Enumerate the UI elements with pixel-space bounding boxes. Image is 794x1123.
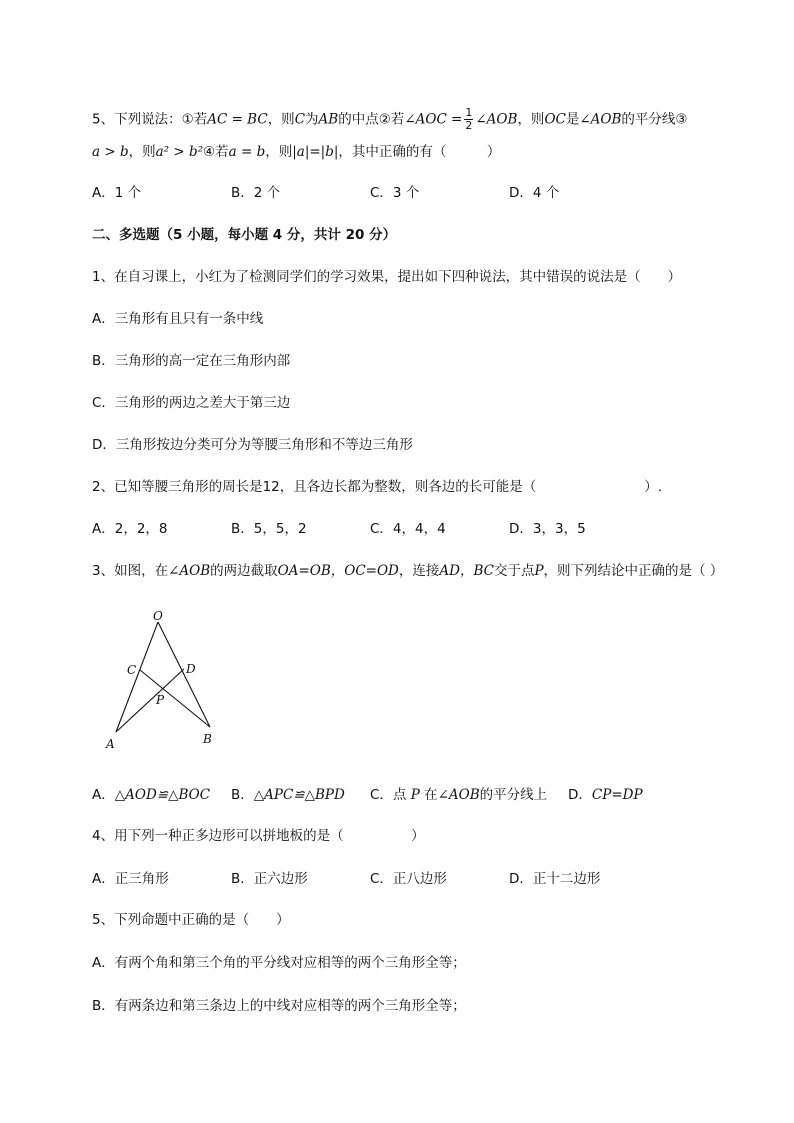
q5-math: a = b <box>228 144 266 160</box>
m2-option-d: D．3，3，5 <box>509 521 586 537</box>
label-p: P <box>156 693 165 707</box>
m1-option-c: C．三角形的两边之差大于第三边 <box>92 395 291 411</box>
m4-option-b: B．正六边形 <box>231 871 308 887</box>
q5-text: 的平分线③ <box>621 111 688 128</box>
q5-option-b: B．2 个 <box>231 185 281 201</box>
label-d: D <box>186 662 196 676</box>
m5-option-b: B．有两条边和第三条边上的中线对应相等的两个三角形全等； <box>92 998 466 1014</box>
segment-ob <box>158 622 210 727</box>
q5-text: 是 <box>565 111 580 128</box>
option-prefix: B． <box>231 787 254 803</box>
m2-option-a: A．2，2，8 <box>92 521 168 537</box>
m5-option-a: A．有两个角和第三个角的平分线对应相等的两个三角形全等； <box>92 955 466 971</box>
fraction-numerator: 1 <box>465 106 473 119</box>
option-math: P <box>410 787 420 803</box>
m4-option-c: C．正八边形 <box>370 871 447 887</box>
q5-angle-aob: ∠AOB <box>579 111 622 128</box>
m3-math: AD，BC <box>439 563 494 579</box>
m5-stem: 5、下列命题中正确的是（ ） <box>92 912 290 928</box>
m1-option-a: A．三角形有且只有一条中线 <box>92 311 264 327</box>
m2-option-b: B．5，5，2 <box>231 521 307 537</box>
q5-text: ，则 <box>128 144 156 160</box>
q5-math: a² > b² <box>155 144 204 160</box>
option-math: ∠AOB <box>437 787 480 803</box>
q5-angle-aob: ∠AOB <box>475 111 518 128</box>
m1-stem: 1、在自习课上，小红为了检测同学们的学习效果，提出如下四种说法，其中错误的说法是（ ） <box>92 269 682 285</box>
label-o: O <box>153 610 163 623</box>
m3-option-c <box>370 785 547 805</box>
m4-option-a: A．正三角形 <box>92 871 169 887</box>
option-prefix: A． <box>92 787 115 803</box>
m3-stem <box>92 561 723 581</box>
m3-math: OA=OB，OC=OD <box>277 563 399 579</box>
q5-text: ④若 <box>203 144 229 160</box>
q5-eq-ac-bc: AC = BC <box>207 111 268 128</box>
label-c: C <box>127 663 137 677</box>
q5-math: a > b <box>92 144 129 160</box>
q5-angle-aoc: ∠AOC = <box>404 111 463 128</box>
m3-text: 3、如图，在 <box>92 563 169 579</box>
m4-option-d: D．正十二边形 <box>509 871 601 887</box>
m1-option-b: B．三角形的高一定在三角形内部 <box>92 353 291 369</box>
option-text: 在 <box>419 787 438 803</box>
segment-bc <box>140 670 210 727</box>
section-heading: 二、多选题（5 小题，每小题 4 分，共计 20 分） <box>92 227 397 243</box>
m3-math: ∠AOB <box>168 563 211 579</box>
q5-text: ，则 <box>265 144 293 160</box>
m3-text: 交于点 <box>493 563 535 579</box>
m3-text: ，则下列结论中正确的是（ ） <box>543 563 724 579</box>
q5-math: |a|=|b| <box>292 144 339 160</box>
option-text: 的平分线上 <box>479 787 548 803</box>
m2-stem: 2、已知等腰三角形的周长是12，且各边长都为整数，则各边的长可能是（ ）. <box>92 479 663 495</box>
option-prefix: C．点 <box>370 787 411 803</box>
m4-stem: 4、用下列一种正多边形可以拼地板的是（ ） <box>92 828 425 844</box>
q5-option-c: C．3 个 <box>370 185 420 201</box>
m3-figure <box>100 610 230 755</box>
m3-option-b <box>231 785 345 805</box>
q5-prefix: 5、下列说法：①若 <box>92 111 208 128</box>
segment-oa <box>116 622 158 732</box>
m3-option-a <box>92 785 210 805</box>
m3-math: P <box>534 563 544 579</box>
q5-text: 的中点②若 <box>338 111 405 128</box>
q5-text: ，则 <box>267 111 295 128</box>
m3-text: 的两边截取 <box>210 563 278 579</box>
option-math: △AOD≌△BOC <box>114 787 211 803</box>
q5-fraction <box>464 107 473 132</box>
label-b: B <box>203 732 212 746</box>
q5-text: ，其中正确的有（ ） <box>338 144 501 160</box>
m3-text: ，连接 <box>398 563 440 579</box>
m3-option-d <box>568 785 643 805</box>
q5-text: 为 <box>305 111 319 128</box>
option-prefix: D． <box>568 787 592 803</box>
label-a: A <box>106 737 115 751</box>
q5-option-d: D．4 个 <box>509 185 560 201</box>
q5-text: ，则 <box>517 111 545 128</box>
q5-point-c: C <box>294 111 306 128</box>
fraction-denominator: 2 <box>465 119 473 132</box>
q5-stem-line2 <box>92 142 500 162</box>
q5-segment-ab: AB <box>318 111 339 128</box>
option-math: △APC≌△BPD <box>253 787 345 803</box>
q5-ray-oc: OC <box>544 111 566 128</box>
option-math: CP=DP <box>591 787 643 803</box>
q5-stem-line1 <box>92 107 688 132</box>
m1-option-d: D．三角形按边分类可分为等腰三角形和不等边三角形 <box>92 437 413 453</box>
m2-option-c: C．4，4，4 <box>370 521 446 537</box>
q5-option-a: A．1 个 <box>92 185 142 201</box>
